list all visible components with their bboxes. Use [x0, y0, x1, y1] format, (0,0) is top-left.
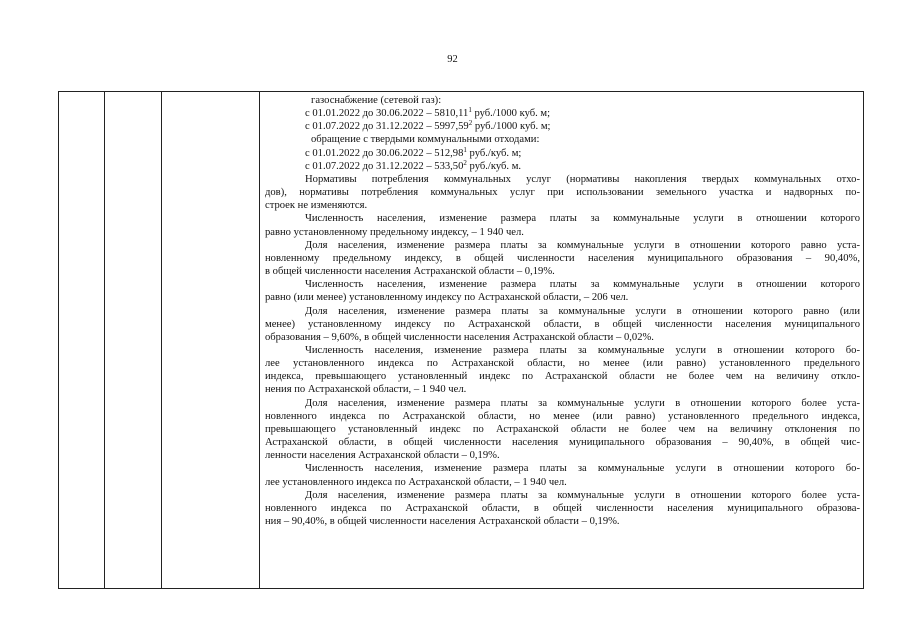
text-line — [265, 239, 860, 252]
text-run: равно установленному предельному индексу, – 1 940 чел. — [265, 226, 524, 238]
text-run: Численность населения, изменение размера платы за коммунальные услуги в отношении которого — [305, 213, 860, 225]
description-cell — [265, 94, 860, 528]
text-line — [265, 397, 860, 410]
text-line — [265, 133, 860, 146]
text-line — [265, 515, 860, 528]
text-run: с 01.07.2022 до 31.12.2022 – 533,50 — [305, 160, 464, 172]
text-line — [265, 94, 860, 107]
text-line — [265, 462, 860, 475]
text-run: руб./куб. м. — [466, 160, 522, 172]
text-line — [265, 476, 860, 489]
text-run: дов), нормативы потребления коммунальных услуг при использовании земельного участка и надворных по- — [265, 187, 860, 199]
text-run: Численность населения, изменение размера платы за коммунальные услуги в отношении которого — [305, 279, 860, 291]
text-line — [265, 160, 860, 173]
text-line — [265, 120, 860, 133]
text-line — [265, 383, 860, 396]
footnote-marker: 1 — [463, 145, 467, 154]
text-line — [265, 318, 860, 331]
text-run: руб./куб. м; — [466, 147, 522, 159]
text-line — [265, 357, 860, 370]
text-run: строек не изменяются. — [265, 200, 368, 212]
text-run: нения по Астраханской области, – 1 940 чел. — [265, 384, 467, 396]
text-run: с 01.01.2022 до 30.06.2022 – 5810,11 — [305, 108, 469, 120]
text-run: новленного индекса по Астраханской области, в общей численности населения муниципального образова- — [265, 502, 860, 514]
document-table — [58, 91, 864, 589]
text-run: индекса, превышающего установленный индекс по Астраханской области не более чем на величину откло- — [265, 371, 860, 383]
column-divider — [104, 92, 105, 588]
text-line — [265, 370, 860, 383]
text-line — [265, 502, 860, 515]
text-run: лее установленного индекса по Астраханской области, но менее (или равно) установленного предельного — [265, 358, 860, 370]
text-run: с 01.07.2022 до 31.12.2022 – 5997,59 — [305, 121, 469, 133]
text-line — [265, 252, 860, 265]
text-run: Численность населения, изменение размера платы за коммунальные услуги в отношении которого бо- — [305, 344, 860, 356]
text-line — [265, 278, 860, 291]
text-run: новленного индекса по Астраханской области, но менее (или равно) установленного предельного индекса, — [265, 410, 860, 422]
text-line — [265, 199, 860, 212]
text-line — [265, 291, 860, 304]
text-run: Доля населения, изменение размера платы за коммунальные услуги в отношении которого равно уста- — [305, 239, 860, 251]
text-line — [265, 212, 860, 225]
text-run: обращение с твердыми коммунальными отходами: — [311, 134, 540, 146]
text-line — [265, 173, 860, 186]
text-run: Нормативы потребления коммунальных услуг (нормативы накопления твердых коммунальных отхо- — [305, 173, 860, 185]
text-run: равно (или менее) установленному индексу по Астраханской области, – 206 чел. — [265, 292, 629, 304]
text-run: руб./1000 куб. м; — [472, 121, 551, 133]
column-divider — [161, 92, 162, 588]
text-run: Численность населения, изменение размера платы за коммунальные услуги в отношении которого бо- — [305, 463, 860, 475]
text-line — [265, 449, 860, 462]
text-line — [265, 423, 860, 436]
footnote-marker: 2 — [463, 158, 467, 167]
text-line — [265, 186, 860, 199]
text-run: ленности населения Астраханской области – 0,19%. — [265, 450, 500, 462]
text-line — [265, 436, 860, 449]
text-run: лее установленного индекса по Астраханской области, – 1 940 чел. — [265, 476, 567, 488]
text-run: Астраханской области, в общей численности населения муниципального образования – 90,40%, в общей чис- — [265, 437, 860, 449]
text-line — [265, 410, 860, 423]
text-line — [265, 331, 860, 344]
text-run: Доля населения, изменение размера платы за коммунальные услуги в отношении которого более уста- — [305, 397, 860, 409]
text-run: в общей численности населения Астраханской области – 0,19%. — [265, 266, 555, 278]
column-divider — [259, 92, 260, 588]
page-number: 92 — [447, 54, 458, 65]
text-run: новленному предельному индексу, в общей численности населения муниципального образования – 90,40%, — [265, 252, 860, 264]
text-run: Доля населения, изменение размера платы за коммунальные услуги в отношении которого равно (или — [305, 305, 860, 317]
text-line — [265, 107, 860, 120]
footnote-marker: 1 — [468, 106, 472, 115]
text-run: образования – 9,60%, в общей численности населения Астраханской области – 0,02%. — [265, 331, 654, 343]
text-line — [265, 265, 860, 278]
text-line — [265, 147, 860, 160]
footnote-marker: 2 — [468, 119, 473, 128]
text-line — [265, 489, 860, 502]
text-run: превышающего установленный индекс по Астраханской области не более чем на величину отклонения по — [265, 423, 860, 435]
text-run: Доля населения, изменение размера платы за коммунальные услуги в отношении которого более уста- — [305, 489, 860, 501]
text-run: руб./1000 куб. м; — [471, 108, 551, 120]
text-line — [265, 226, 860, 239]
text-line — [265, 344, 860, 357]
text-line — [265, 305, 860, 318]
text-run: с 01.01.2022 до 30.06.2022 – 512,98 — [305, 147, 464, 159]
text-run: газоснабжение (сетевой газ): — [311, 95, 442, 106]
text-run: менее) установленному индексу по Астраханской области, в общей численности населения муниципального — [265, 318, 860, 330]
text-run: ния – 90,40%, в общей численности населения Астраханской области – 0,19%. — [265, 516, 620, 527]
